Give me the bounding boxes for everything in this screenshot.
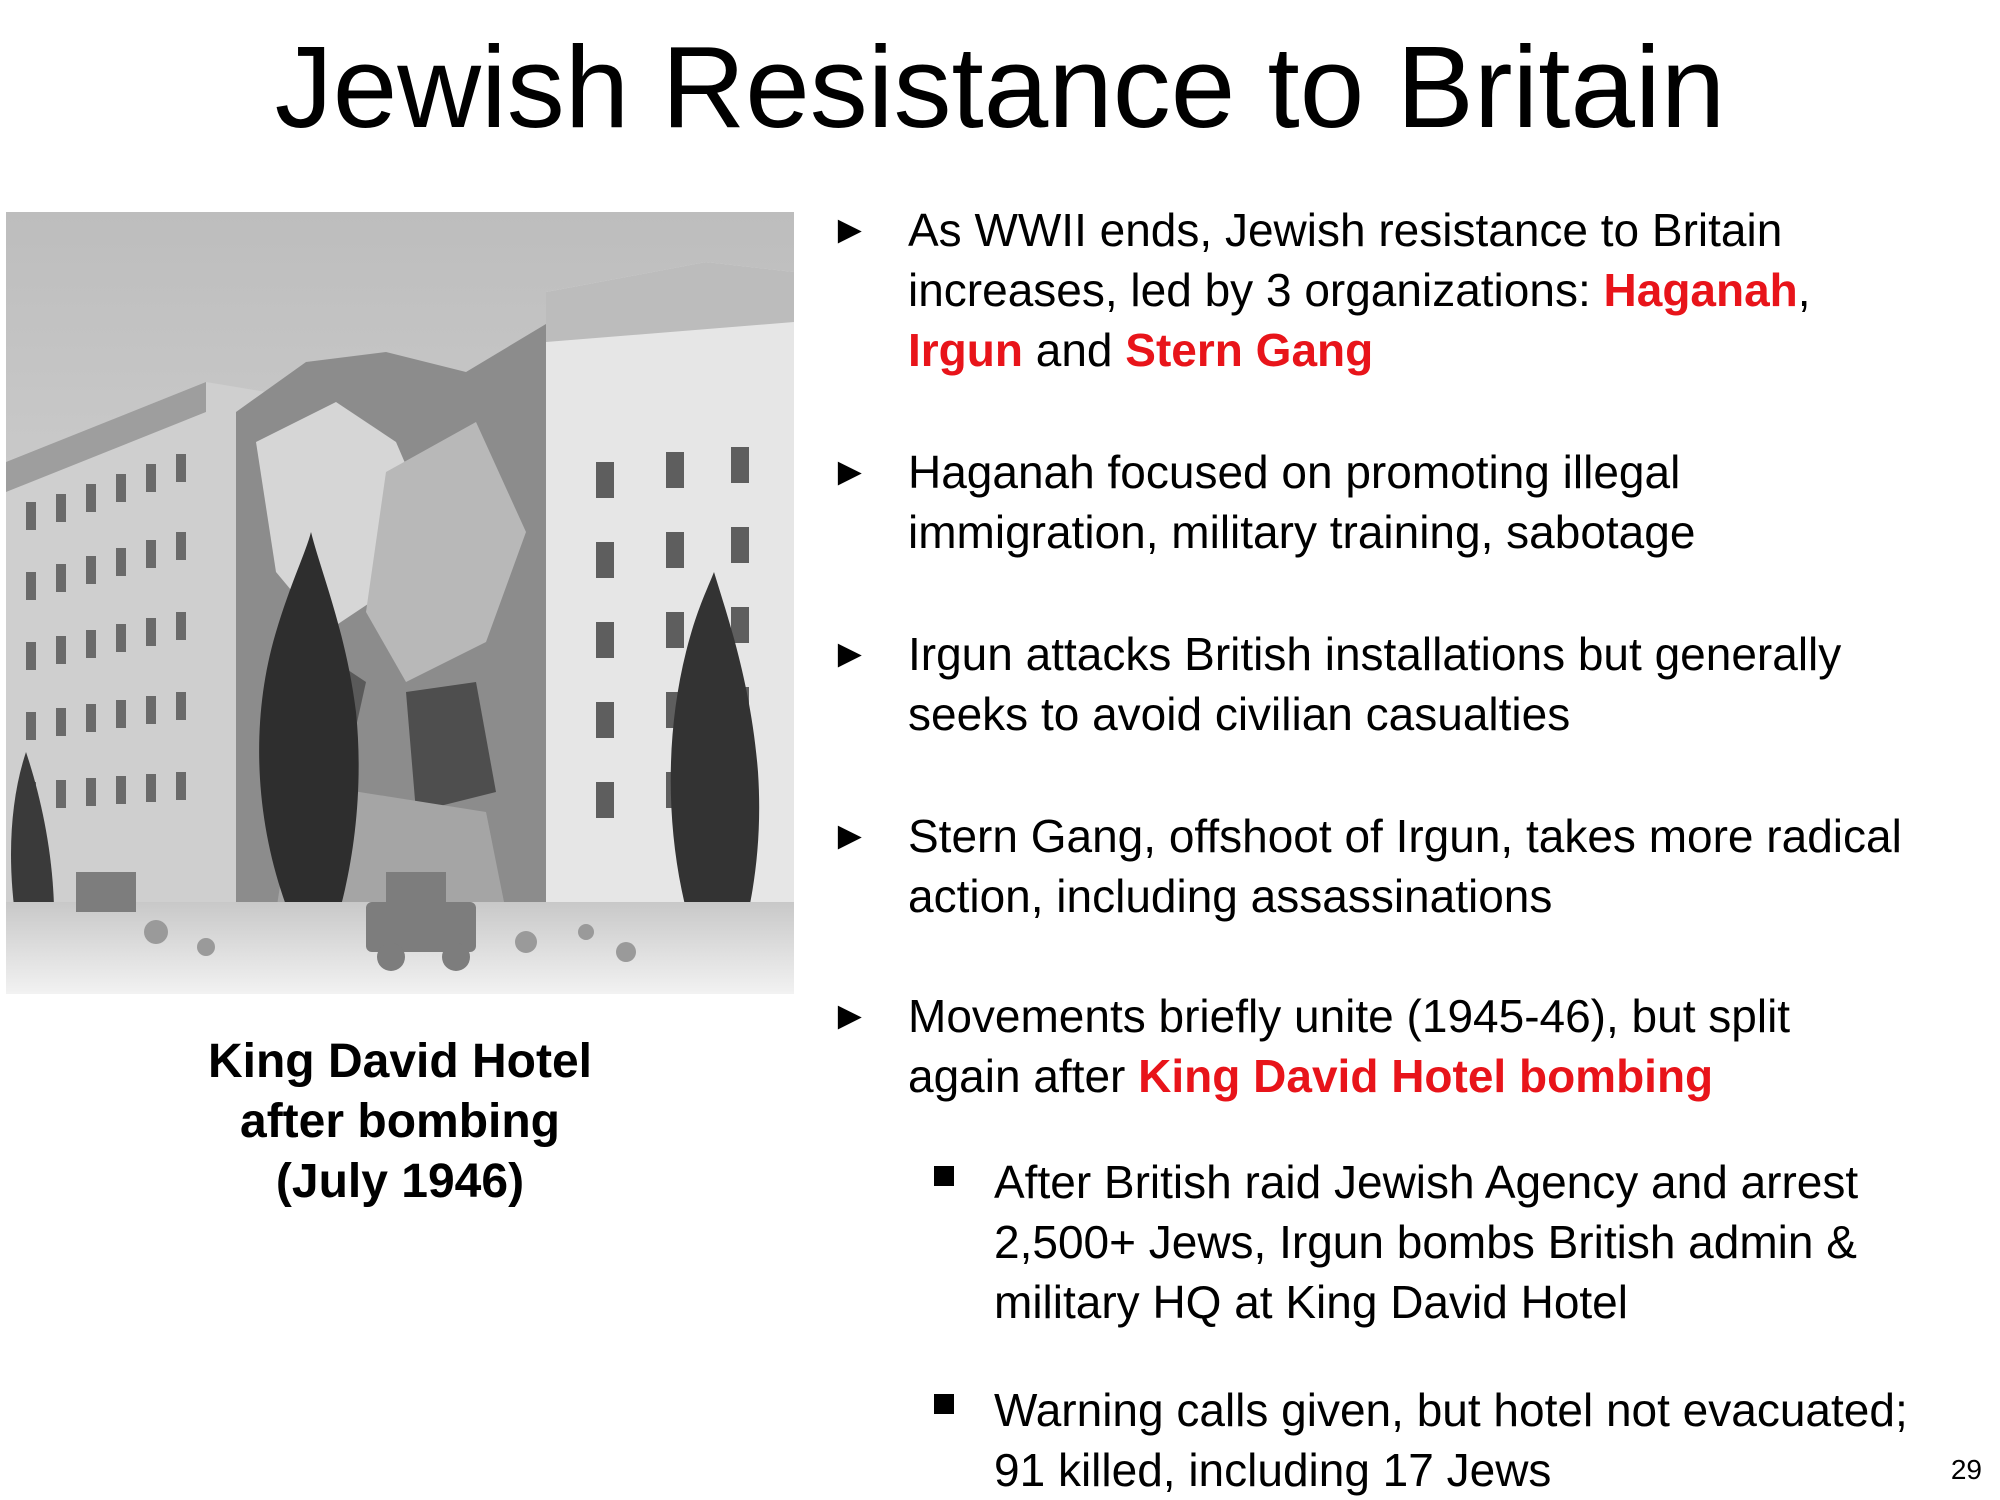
king-david-hotel-photo — [6, 212, 794, 994]
slide-title: Jewish Resistance to Britain — [274, 22, 1726, 152]
caption-line: (July 1946) — [275, 1155, 525, 1208]
sub-bullet-line: military HQ at King David Hotel — [994, 1276, 1628, 1328]
caption-line: King David Hotel — [207, 1035, 593, 1088]
bullet-line: seeks to avoid civilian casualties — [908, 688, 1571, 740]
bullet-text — [908, 442, 1998, 562]
bullet-line — [908, 260, 1998, 320]
bullet-line: immigration, military training, sabotage — [908, 506, 1696, 558]
square-bullet-icon — [934, 1166, 954, 1186]
bullet-text-segment: increases, led by 3 organizations: — [908, 264, 1604, 316]
bullet-text-segment: and — [1022, 324, 1126, 376]
bullet-line: As WWII ends, Jewish resistance to Britain — [908, 204, 1783, 256]
hotel-ruins-image — [6, 212, 794, 994]
highlight-stern-gang: Stern Gang — [1125, 324, 1374, 376]
bullet-line — [908, 1046, 1998, 1106]
sub-bullet-text — [994, 1380, 1994, 1500]
bullet-text — [908, 624, 1998, 744]
highlight-king-david-hotel-bombing: King David Hotel bombing — [1138, 1050, 1714, 1102]
bullet-text-segment: again after — [908, 1050, 1139, 1102]
triangle-bullet-icon: ► — [830, 994, 870, 1038]
bullet-text — [908, 806, 1998, 926]
bullet-line — [908, 320, 1998, 380]
sub-bullet-line: 2,500+ Jews, Irgun bombs British admin & — [994, 1216, 1857, 1268]
sub-bullet-line: After British raid Jewish Agency and arrest — [994, 1156, 1859, 1208]
bullet-text — [908, 986, 1998, 1106]
bullet-line: Irgun attacks British installations but generally — [908, 628, 1842, 680]
bullet-text-segment: , — [1797, 264, 1811, 316]
sub-bullet-line: 91 killed, including 17 Jews — [994, 1444, 1552, 1496]
bullet-line: Movements briefly unite (1945-46), but split — [908, 990, 1791, 1042]
triangle-bullet-icon: ► — [830, 208, 870, 252]
caption-line: after bombing — [240, 1095, 560, 1148]
triangle-bullet-icon: ► — [830, 450, 870, 494]
bullet-line: Haganah focused on promoting illegal — [908, 446, 1681, 498]
triangle-bullet-icon: ► — [830, 632, 870, 676]
bullet-line: action, including assassinations — [908, 870, 1553, 922]
triangle-bullet-icon: ► — [830, 814, 870, 858]
bullet-line: Stern Gang, offshoot of Irgun, takes more radical — [908, 810, 1902, 862]
sub-bullet-line: Warning calls given, but hotel not evacuated; — [994, 1384, 1908, 1436]
sub-bullet-text — [994, 1152, 1994, 1332]
highlight-irgun: Irgun — [908, 324, 1023, 376]
highlight-haganah: Haganah — [1603, 264, 1798, 316]
photo-caption — [120, 1032, 680, 1212]
square-bullet-icon — [934, 1394, 954, 1414]
bullet-text — [908, 200, 1998, 380]
page-number: 29 — [1950, 1454, 1982, 1485]
